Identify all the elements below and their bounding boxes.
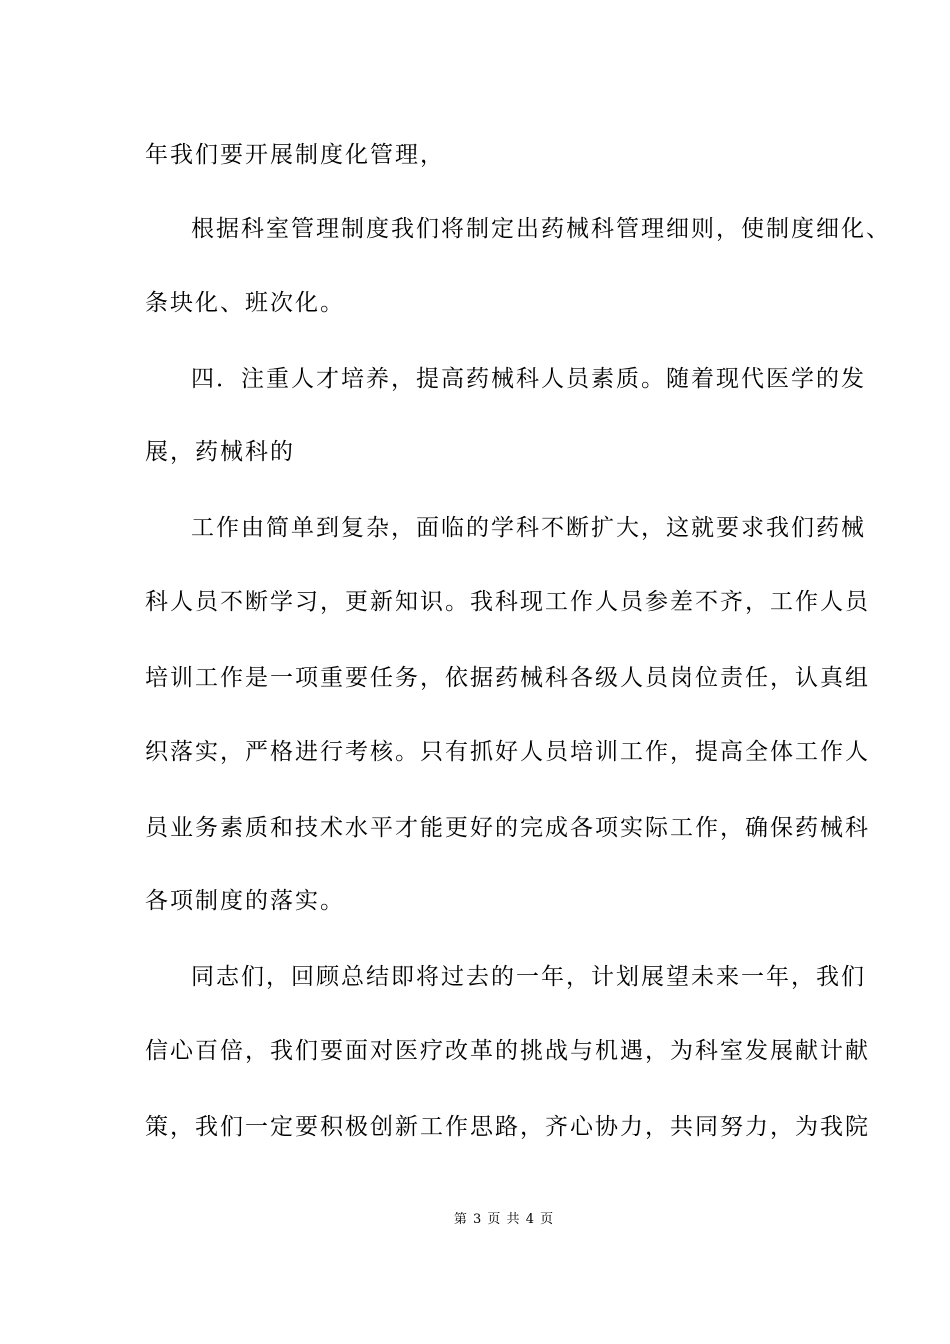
- text-line-8: 培训工作是一项重要任务，依据药械科各级人员岗位责任，认真组: [145, 665, 870, 691]
- text-line-9: 织落实，严格进行考核。只有抓好人员培训工作，提高全体工作人: [145, 739, 870, 765]
- text-line-1: 年我们要开展制度化管理，: [145, 142, 445, 168]
- text-line-2: 根据科室管理制度我们将制定出药械科管理细则，使制度细化、: [191, 216, 891, 242]
- text-line-12: 同志们，回顾总结即将过去的一年，计划展望未来一年，我们: [191, 964, 866, 990]
- text-line-3: 条块化、班次化。: [145, 290, 345, 316]
- text-line-14: 策，我们一定要积极创新工作思路，齐心协力，共同努力，为我院: [145, 1114, 870, 1140]
- text-line-11: 各项制度的落实。: [145, 888, 345, 914]
- text-line-10: 员业务素质和技术水平才能更好的完成各项实际工作，确保药械科: [145, 815, 870, 841]
- text-line-7: 科人员不断学习，更新知识。我科现工作人员参差不齐，工作人员: [145, 589, 870, 615]
- text-line-5: 展，药械科的: [145, 439, 295, 465]
- page-number-footer: 第 3 页 共 4 页: [453, 1212, 555, 1227]
- text-line-13: 信心百倍，我们要面对医疗改革的挑战与机遇，为科室发展献计献: [145, 1038, 870, 1064]
- text-line-6: 工作由简单到复杂，面临的学科不断扩大，这就要求我们药械: [191, 515, 866, 541]
- text-line-4: 四．注重人才培养，提高药械科人员素质。随着现代医学的发: [191, 366, 866, 392]
